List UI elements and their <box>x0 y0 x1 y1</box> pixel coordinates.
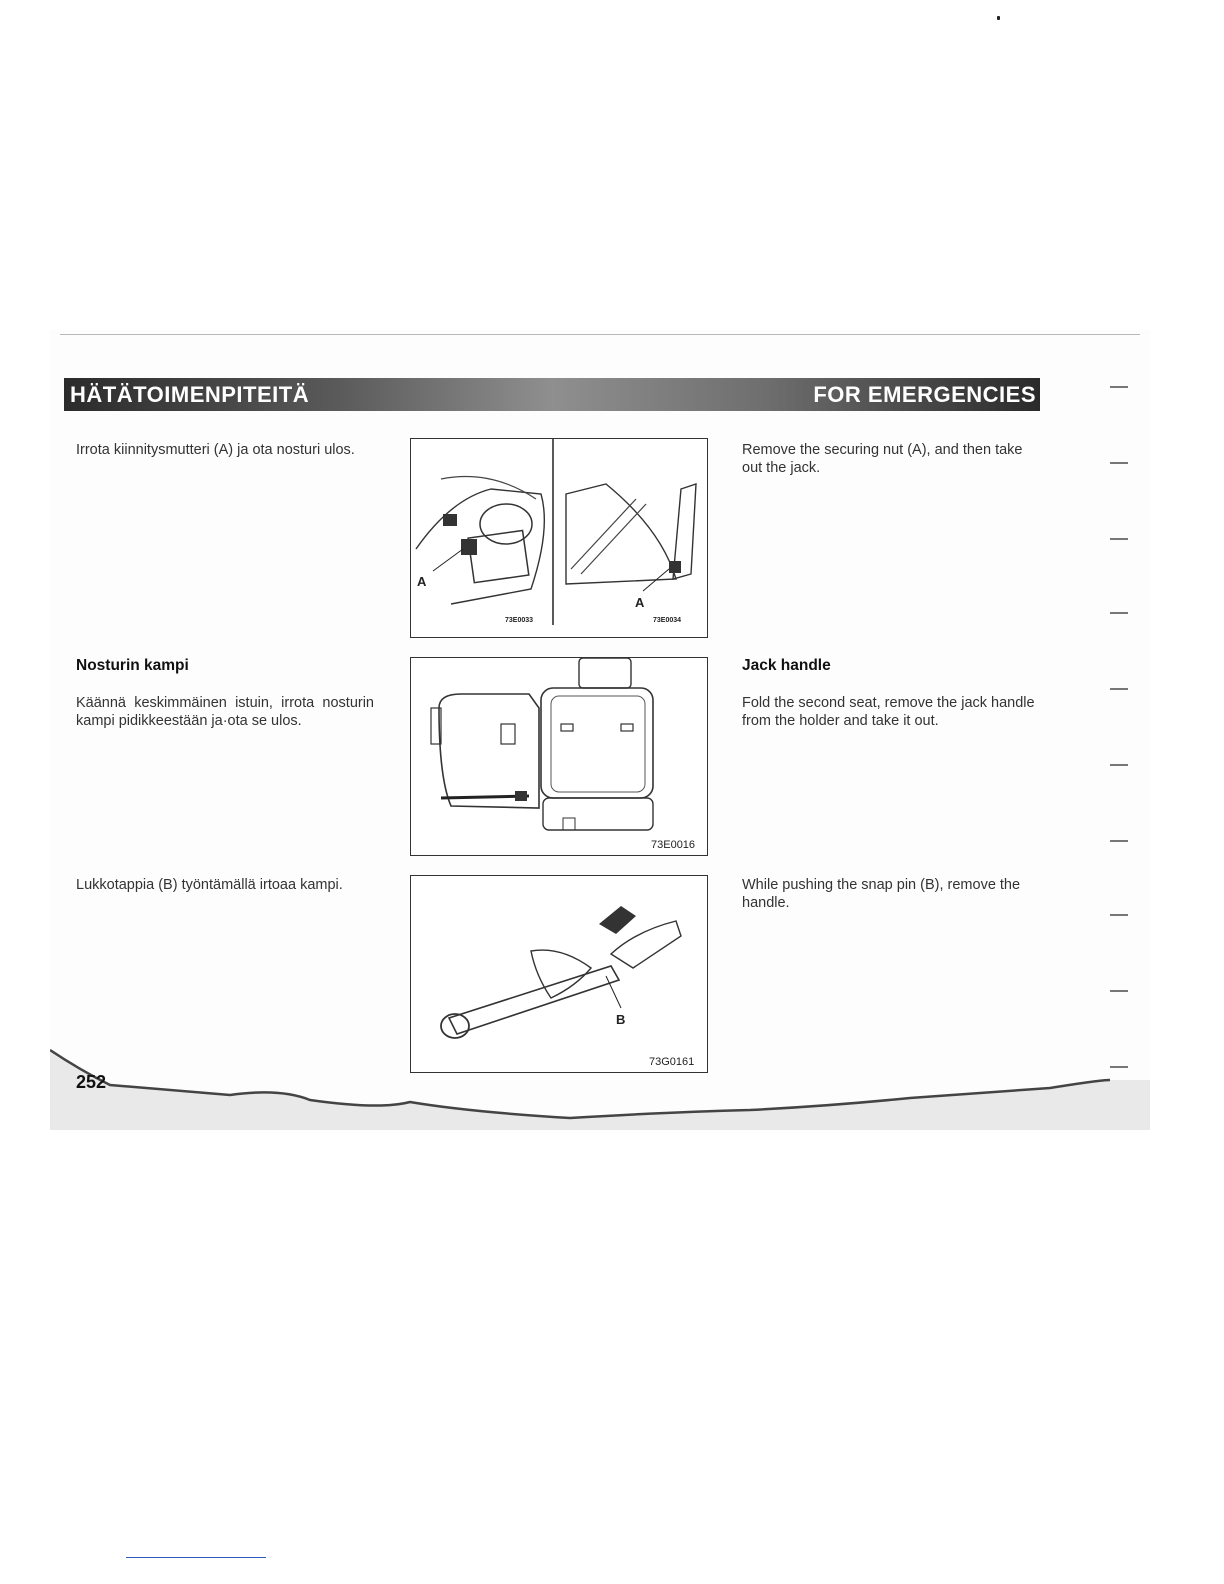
footer-rule <box>126 1557 266 1558</box>
figure-code-left: 73E0033 <box>505 617 534 624</box>
figure-code: 73E0016 <box>651 839 696 851</box>
thumb-index-mark <box>1110 914 1128 916</box>
en-jack-handle-text: Fold the second seat, remove the jack handle from the holder and take it out. <box>742 695 1035 729</box>
torn-page-edge <box>50 1040 1150 1130</box>
figure-code: 73G0161 <box>649 1056 695 1068</box>
thumb-index-mark <box>1110 386 1128 388</box>
figure-second-seat <box>410 657 708 856</box>
thumb-index-mark <box>1110 688 1128 690</box>
fi-snap-pin-text: Lukkotappia (B) työntämällä irtoaa kampi. <box>76 877 343 893</box>
thumb-index-mark <box>1110 612 1128 614</box>
thumb-index-mark <box>1110 990 1128 992</box>
figure-jack-location <box>410 438 708 638</box>
top-divider <box>60 334 1140 335</box>
thumb-index-mark <box>1110 1066 1128 1068</box>
header-title-finnish: HÄTÄTOIMENPITEITÄ <box>70 382 310 407</box>
figure-code-right: 73E0034 <box>653 617 682 624</box>
label-a-right: A <box>635 595 645 610</box>
en-snap-pin-text: While pushing the snap pin (B), remove the handle. <box>742 877 1021 911</box>
fi-jack-handle-text: Käännä keskimmäinen istuin, irrota nosturin kampi pidikkeestään ja·ota se ulos. <box>76 695 374 729</box>
thumb-index-mark <box>1110 764 1128 766</box>
fi-remove-jack-text: Irrota kiinnitysmutteri (A) ja ota nosturi ulos. <box>76 442 355 458</box>
label-a-left: A <box>417 574 427 589</box>
page-number: 252 <box>76 1072 107 1092</box>
thumb-index-mark <box>1110 840 1128 842</box>
en-remove-jack-text: Remove the securing nut (A), and then take out the jack. <box>742 442 1023 476</box>
thumb-index-mark <box>1110 462 1128 464</box>
thumb-index-mark <box>1110 538 1128 540</box>
label-b: B <box>616 1012 626 1027</box>
second-seat-illustration <box>411 658 707 855</box>
en-jack-handle-heading: Jack handle <box>742 657 831 674</box>
scan-speck <box>997 16 1000 20</box>
jack-location-illustration <box>411 439 707 637</box>
fi-jack-handle-heading: Nosturin kampi <box>76 657 189 674</box>
header-title-english: FOR EMERGENCIES <box>813 382 1036 407</box>
